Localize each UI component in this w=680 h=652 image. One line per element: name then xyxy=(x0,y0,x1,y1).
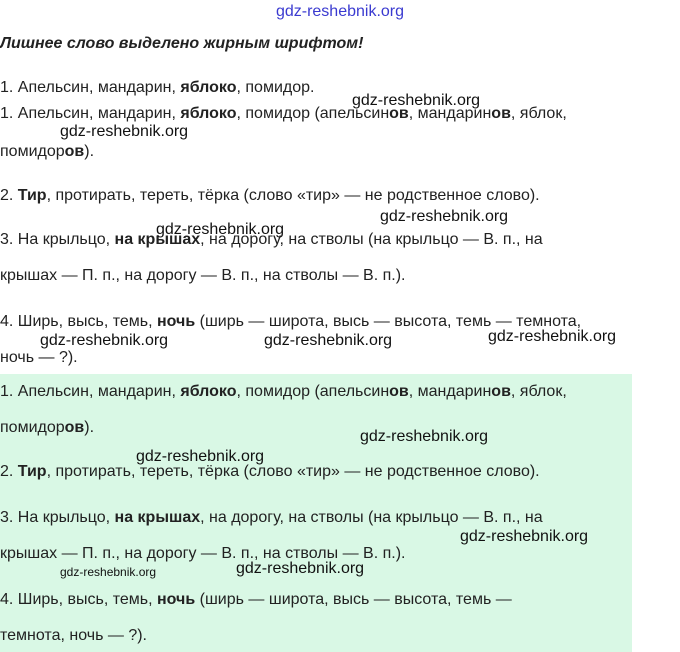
odd-word: яблоко xyxy=(180,105,237,122)
odd-word: яблоко xyxy=(180,79,237,96)
watermark: gdz-reshebnik.org xyxy=(264,332,393,349)
odd-word: на крышах xyxy=(114,231,201,248)
line-text: , протирать, тереть, тёрка (слово «тир» — не родственное слово). xyxy=(46,463,540,480)
line-text: 1. Апельсин, мандарин, xyxy=(0,105,181,122)
answer-line xyxy=(0,348,78,368)
site-header-link[interactable]: gdz-reshebnik.org xyxy=(275,3,405,20)
line-text: , мандарин xyxy=(408,105,492,122)
line-text: , на дорогу, на стволы (на крыльцо — В. п., на xyxy=(200,231,543,248)
watermark: gdz-reshebnik.org xyxy=(460,528,589,545)
answer-line xyxy=(0,104,567,124)
answer-line xyxy=(0,186,540,206)
answer-line xyxy=(0,78,314,98)
odd-word: ов xyxy=(64,419,85,436)
line-text: (ширь — широта, высь — высота, темь — темнота, xyxy=(195,313,582,330)
answer-line xyxy=(0,382,567,402)
answer-line xyxy=(0,266,405,286)
line-text: 2. xyxy=(0,187,18,204)
odd-word: на крышах xyxy=(114,509,201,526)
line-text: , яблок, xyxy=(510,105,567,122)
odd-word: ов xyxy=(491,105,511,122)
intro-note: Лишнее слово выделено жирным шрифтом! xyxy=(0,35,364,52)
watermark: gdz-reshebnik.org xyxy=(156,221,285,238)
line-text: , протирать, тереть, тёрка (слово «тир» — не родственное слово). xyxy=(46,187,540,204)
odd-word: ночь xyxy=(157,591,196,608)
watermark: gdz-reshebnik.org xyxy=(236,560,365,577)
line-text: ). xyxy=(84,143,95,160)
line-text: крышах — П. п., на дорогу — В. п., на стволы — В. п.). xyxy=(0,545,406,562)
watermark: gdz-reshebnik.org xyxy=(360,428,489,445)
line-text: (ширь — широта, высь — высота, темь — xyxy=(195,591,512,608)
line-text: крышах — П. п., на дорогу — В. п., на стволы — В. п.). xyxy=(0,267,406,284)
odd-word: яблоко xyxy=(180,383,237,400)
line-text: , помидор (апельсин xyxy=(236,383,390,400)
line-text: , на дорогу, на стволы (на крыльцо — В. п., на xyxy=(200,509,543,526)
line-text: 3. На крыльцо, xyxy=(0,509,115,526)
answer-line xyxy=(0,418,94,438)
answer-line xyxy=(0,142,94,162)
watermark: gdz-reshebnik.org xyxy=(136,448,265,465)
watermark: gdz-reshebnik.org xyxy=(380,208,509,225)
line-text: , помидор. xyxy=(236,79,315,96)
line-text: 1. Апельсин, мандарин, xyxy=(0,79,181,96)
line-text: , мандарин xyxy=(408,383,492,400)
answer-line xyxy=(0,626,147,646)
line-text: помидор xyxy=(0,419,65,436)
watermark: gdz-reshebnik.org xyxy=(488,328,617,345)
line-text: 3. На крыльцо, xyxy=(0,231,115,248)
answer-line xyxy=(0,590,512,610)
line-text: 2. xyxy=(0,463,18,480)
watermark: gdz-reshebnik.org xyxy=(60,565,157,579)
odd-word: ночь xyxy=(157,313,196,330)
watermark: gdz-reshebnik.org xyxy=(40,332,169,349)
line-text: 4. Ширь, высь, темь, xyxy=(0,591,158,608)
watermark: gdz-reshebnik.org xyxy=(352,92,481,109)
answer-line xyxy=(0,462,540,482)
line-text: , яблок, xyxy=(510,383,567,400)
odd-word: ов xyxy=(64,143,85,160)
line-text: ночь — ?). xyxy=(0,349,78,366)
odd-word: ов xyxy=(491,383,511,400)
line-text: 4. Ширь, высь, темь, xyxy=(0,313,158,330)
odd-word: Тир xyxy=(17,463,47,480)
odd-word: ов xyxy=(389,105,409,122)
watermark: gdz-reshebnik.org xyxy=(60,123,189,140)
line-text: 1. Апельсин, мандарин, xyxy=(0,383,181,400)
odd-word: Тир xyxy=(17,187,47,204)
line-text: , помидор (апельсин xyxy=(236,105,390,122)
line-text: помидор xyxy=(0,143,65,160)
line-text: темнота, ночь — ?). xyxy=(0,627,147,644)
odd-word: ов xyxy=(389,383,409,400)
line-text: ). xyxy=(84,419,95,436)
answer-line xyxy=(0,508,543,528)
